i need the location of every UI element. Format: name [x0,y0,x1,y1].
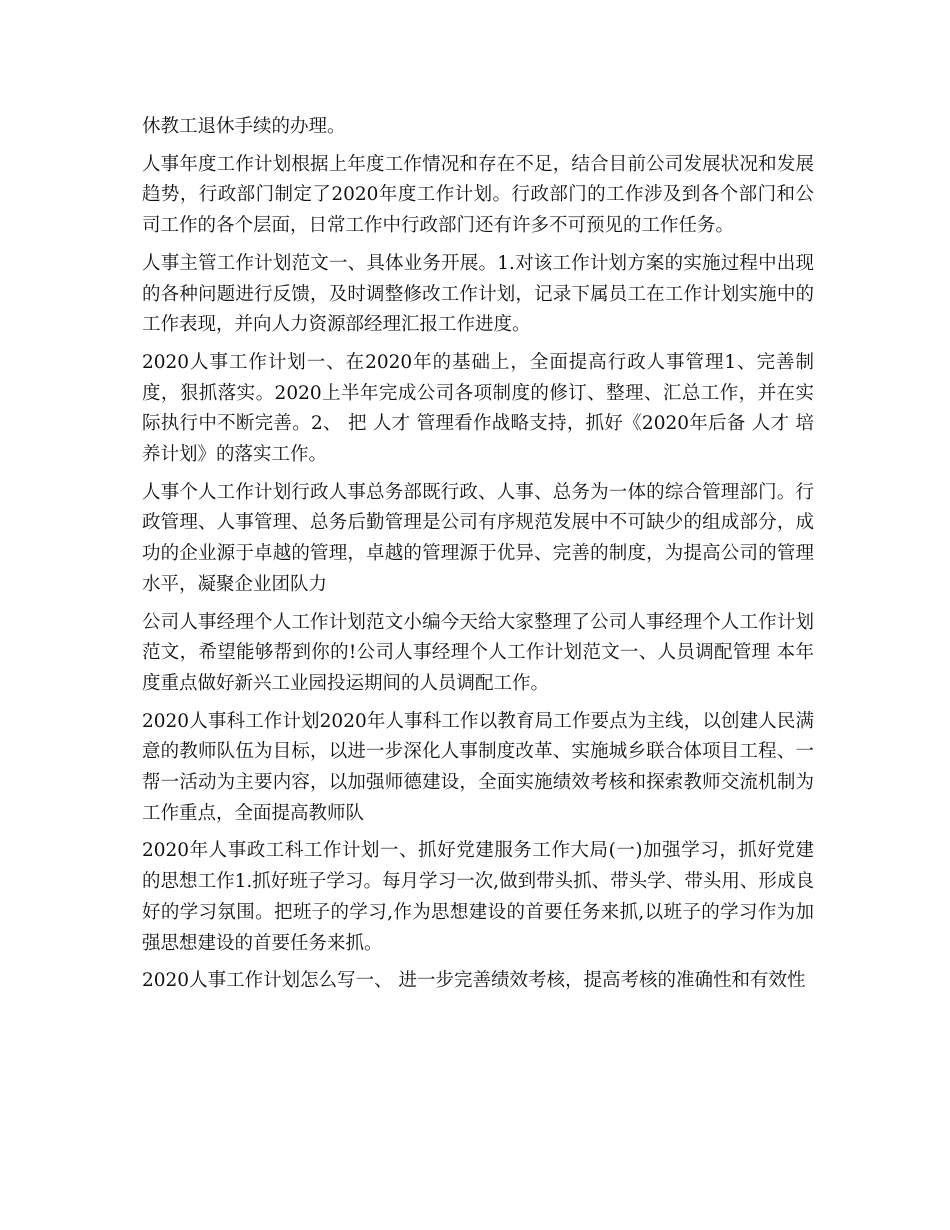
paragraph-political-plan: 2020年人事政工科工作计划一、抓好党建服务工作大局(一)加强学习，抓好党建的思想工作1.抓好班子学习。每月学习一次,做到带头抓、带头学、带头用、形成良好的学习氛围。把班子的学习,作为思想建设的首要任务来抓,以班子的学习作为加强思想建设的首要任务来抓。 [142,840,814,954]
paragraph-2020-plan: 2020人事工作计划一、在2020年的基础上，全面提高行政人事管理1、完善制度，狠抓落实。2020上半年完成公司各项制度的修订、整理、汇总工作，并在实际执行中不断完善。2、 把 人才 管理看作战略支持，抓好《2020年后备 人才 培养计划》的落实工作。 [142,351,814,466]
paragraph-personal-plan: 人事个人工作计划行政人事总务部既行政、人事、总务为一体的综合管理部门。行政管理、人事管理、总务后勤管理是公司有序规范发展中不可缺少的组成部分，成功的企业源于卓越的管理，卓越的管理源于优异、完善的制度，为提高公司的管理水平，凝聚企业团队力 [142,481,814,595]
paragraph-how-to-write: 2020人事工作计划怎么写一、 进一步完善绩效考核，提高考核的准确性和有效性 [142,970,806,992]
paragraph-supervisor-plan: 人事主管工作计划范文一、具体业务开展。1.对该工作计划方案的实施过程中出现的各种问题进行反馈，及时调整修改工作计划，记录下属员工在工作计划实施中的工作表现，并向人力资源部经理汇报工作进度。 [142,252,814,336]
paragraph-retirement: 休教工退休手续的办理。 [142,116,346,137]
paragraph-manager-plan: 公司人事经理个人工作计划范文小编今天给大家整理了公司人事经理个人工作计划范文，希望能够帮到你的!公司人事经理个人工作计划范文一、人员调配管理 本年度重点做好新兴工业园投运期间的人员调配工作。 [142,611,814,694]
document-body [142,112,814,1004]
paragraph-annual-plan: 人事年度工作计划根据上年度工作情况和存在不足，结合目前公司发展状况和发展趋势，行政部门制定了2020年度工作计划。行政部门的工作涉及到各个部门和公司工作的各个层面，日常工作中行政部门还有许多不可预见的工作任务。 [142,153,814,237]
paragraph-hr-section-plan: 2020人事科工作计划2020年人事科工作以教育局工作要点为主线，以创建人民满意的教师队伍为目标，以进一步深化人事制度改革、实施城乡联合体项目工程、一帮一活动为主要内容，以加强师德建设，全面实施绩效考核和探索教师交流机制为工作重点，全面提高教师队 [142,710,814,824]
